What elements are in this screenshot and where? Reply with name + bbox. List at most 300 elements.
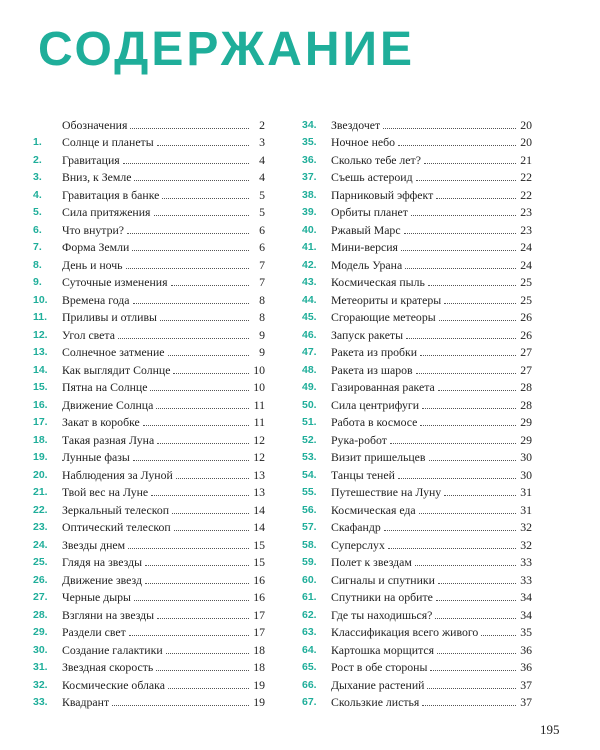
dot-leader bbox=[422, 705, 516, 706]
toc-entry-number: 26. bbox=[33, 573, 48, 586]
page-title: СОДЕРЖАНИЕ bbox=[38, 23, 415, 76]
dot-leader bbox=[157, 618, 249, 619]
toc-entry-title: Пятна на Солнце bbox=[62, 380, 148, 394]
toc-entry-title: Квадрант bbox=[62, 695, 110, 709]
toc-entry-title: Сколько тебе лет? bbox=[331, 152, 421, 167]
toc-entry-number: 5. bbox=[33, 206, 42, 218]
toc-entry-page: 32 bbox=[520, 520, 532, 534]
toc-entry-number: 54. bbox=[302, 468, 317, 481]
toc-entry[interactable] bbox=[302, 359, 532, 377]
toc-entry[interactable] bbox=[33, 464, 265, 482]
dot-leader bbox=[162, 198, 249, 199]
toc-entry-number: 45. bbox=[302, 311, 317, 323]
toc-entry-page: 25 bbox=[520, 292, 532, 307]
toc-entry[interactable] bbox=[33, 587, 265, 605]
toc-entry-number: 47. bbox=[302, 346, 317, 358]
toc-entry-number: 40. bbox=[302, 223, 317, 236]
toc-entry[interactable] bbox=[302, 674, 532, 692]
dot-leader bbox=[156, 408, 249, 409]
toc-entry-title: Рост в обе стороны bbox=[331, 660, 428, 674]
toc-entry-title: Лунные фазы bbox=[62, 450, 130, 464]
toc-entry-title: Модель Урана bbox=[331, 257, 403, 272]
toc-entry-number: 16. bbox=[33, 398, 48, 411]
dot-leader bbox=[444, 303, 516, 304]
toc-entry-page: 37 bbox=[520, 677, 532, 692]
toc-entry[interactable] bbox=[302, 342, 532, 360]
toc-entry-page: 14 bbox=[253, 520, 265, 534]
toc-entry-page: 17 bbox=[253, 625, 265, 639]
toc-entry[interactable] bbox=[302, 657, 532, 675]
toc-column-right bbox=[302, 114, 532, 709]
dot-leader bbox=[430, 670, 516, 671]
toc-entry[interactable] bbox=[302, 534, 532, 552]
toc-entry-page: 12 bbox=[253, 450, 265, 464]
toc-entry-page: 8 bbox=[259, 310, 265, 324]
toc-entry-number: 61. bbox=[302, 591, 317, 603]
toc-entry-page: 3 bbox=[259, 135, 265, 149]
toc-entry-number: 55. bbox=[302, 486, 317, 498]
toc-entry-page: 20 bbox=[520, 117, 532, 132]
dot-leader bbox=[128, 548, 249, 549]
toc-entry-page: 18 bbox=[253, 642, 265, 657]
toc-entry[interactable] bbox=[33, 167, 265, 185]
toc-entry[interactable] bbox=[33, 657, 265, 675]
toc-entry-number: 64. bbox=[302, 643, 317, 656]
toc-entry-page: 15 bbox=[253, 555, 265, 569]
toc-entry-title: Скользкие листья bbox=[331, 695, 420, 709]
dot-leader bbox=[176, 478, 249, 479]
dot-leader bbox=[390, 443, 516, 444]
dot-leader bbox=[143, 425, 249, 426]
toc-entry-page: 11 bbox=[253, 415, 265, 429]
toc-entry-title: Ракета из шаров bbox=[331, 362, 413, 377]
toc-entry-number: 23. bbox=[33, 521, 48, 533]
dot-leader bbox=[150, 390, 249, 391]
toc-entry-page: 5 bbox=[259, 187, 265, 202]
toc-entry-page: 13 bbox=[253, 485, 265, 499]
toc-entry-number: 37. bbox=[302, 171, 317, 183]
toc-entry-number: 11. bbox=[33, 311, 48, 323]
toc-entry[interactable] bbox=[302, 219, 532, 237]
toc-entry-title: Метеориты и кратеры bbox=[331, 292, 442, 307]
dot-leader bbox=[134, 600, 249, 601]
toc-entry-number: 66. bbox=[302, 678, 317, 691]
dot-leader bbox=[404, 233, 516, 234]
dot-leader bbox=[416, 180, 516, 181]
toc-entry[interactable] bbox=[302, 114, 532, 132]
toc-entry-page: 4 bbox=[259, 170, 265, 184]
toc-entry[interactable] bbox=[302, 289, 532, 307]
dot-leader bbox=[174, 530, 249, 531]
toc-entry-number: 9. bbox=[33, 276, 42, 288]
toc-entry-number: 8. bbox=[33, 258, 42, 271]
toc-entry-number: 36. bbox=[302, 153, 317, 166]
toc-entry-page: 19 bbox=[253, 677, 265, 692]
toc-entry-title: Спутники на орбите bbox=[331, 590, 433, 604]
toc-entry-title: Мини-версия bbox=[331, 240, 398, 254]
toc-entry-title: Звездная скорость bbox=[62, 660, 154, 674]
toc-entry[interactable] bbox=[302, 622, 532, 640]
dot-leader bbox=[401, 250, 516, 251]
toc-entry[interactable] bbox=[33, 219, 265, 237]
toc-entry[interactable] bbox=[33, 114, 265, 132]
toc-entry-number: 2. bbox=[33, 153, 42, 166]
toc-entry-number: 53. bbox=[302, 451, 317, 463]
dot-leader bbox=[398, 478, 516, 479]
toc-entry-page: 4 bbox=[259, 152, 265, 167]
toc-entry-page: 22 bbox=[520, 170, 532, 184]
page-number: 195 bbox=[540, 722, 560, 737]
dot-leader bbox=[420, 355, 516, 356]
toc-entry-number: 48. bbox=[302, 363, 317, 376]
toc-entry-title: Глядя на звезды bbox=[62, 555, 143, 569]
toc-entry-title: Сила центрифуги bbox=[331, 397, 420, 412]
dot-leader bbox=[420, 425, 516, 426]
toc-entry-page: 13 bbox=[253, 467, 265, 482]
toc-entry-page: 31 bbox=[520, 485, 532, 499]
toc-entry[interactable] bbox=[302, 377, 532, 395]
dot-leader bbox=[444, 495, 516, 496]
toc-entry[interactable] bbox=[33, 132, 265, 150]
toc-entry-title: Ночное небо bbox=[331, 135, 396, 149]
toc-entry-title: Закат в коробке bbox=[62, 415, 140, 429]
dot-leader bbox=[118, 338, 249, 339]
dot-leader bbox=[405, 268, 516, 269]
toc-entry[interactable] bbox=[33, 202, 265, 220]
toc-entry-number: 30. bbox=[33, 643, 48, 656]
toc-entry-page: 7 bbox=[259, 257, 265, 272]
toc-entry-page: 6 bbox=[259, 222, 265, 237]
toc-entry[interactable] bbox=[33, 429, 265, 447]
toc-entry-page: 10 bbox=[253, 362, 265, 377]
toc-entry-title: Космические облака bbox=[62, 677, 165, 692]
dot-leader bbox=[424, 163, 516, 164]
toc-entry-page: 33 bbox=[520, 572, 532, 587]
toc-entry-page: 21 bbox=[520, 152, 532, 167]
toc-entry[interactable] bbox=[302, 499, 532, 517]
toc-entry[interactable] bbox=[33, 377, 265, 395]
toc-entry-page: 26 bbox=[520, 327, 532, 342]
toc-entry-number: 10. bbox=[33, 293, 48, 306]
toc-entry-page: 25 bbox=[520, 275, 532, 289]
toc-entry-number: 19. bbox=[33, 451, 48, 463]
dot-leader bbox=[123, 163, 249, 164]
dot-leader bbox=[411, 215, 516, 216]
toc-entry[interactable] bbox=[33, 569, 265, 587]
toc-entry[interactable] bbox=[33, 482, 265, 500]
toc-entry-number: 4. bbox=[33, 188, 42, 201]
toc-entry-page: 9 bbox=[259, 327, 265, 342]
dot-leader bbox=[422, 408, 516, 409]
toc-entry[interactable] bbox=[33, 534, 265, 552]
toc-entry-number: 60. bbox=[302, 573, 317, 586]
toc-entry[interactable] bbox=[33, 359, 265, 377]
toc-entry[interactable] bbox=[302, 202, 532, 220]
toc-entry[interactable] bbox=[33, 272, 265, 290]
toc-entry[interactable] bbox=[33, 499, 265, 517]
dot-leader bbox=[133, 303, 249, 304]
toc-entry-title: Сгорающие метеоры bbox=[331, 310, 436, 324]
dot-leader bbox=[388, 548, 516, 549]
toc-entry-number: 27. bbox=[33, 591, 48, 603]
toc-entry[interactable] bbox=[302, 517, 532, 535]
toc-entry[interactable] bbox=[302, 412, 532, 430]
toc-entry-page: 37 bbox=[520, 695, 532, 709]
toc-entry-page: 23 bbox=[520, 205, 532, 219]
toc-entry-title: Движение звезд bbox=[62, 572, 142, 587]
toc-entry-number: 31. bbox=[33, 661, 48, 673]
toc-entry[interactable] bbox=[302, 254, 532, 272]
toc-entry[interactable] bbox=[302, 272, 532, 290]
dot-leader bbox=[126, 268, 249, 269]
dot-leader bbox=[398, 145, 516, 146]
toc-entry[interactable] bbox=[33, 394, 265, 412]
toc-entry-page: 30 bbox=[520, 450, 532, 464]
toc-entry-page: 12 bbox=[253, 432, 265, 447]
toc-entry-page: 29 bbox=[520, 432, 532, 447]
toc-entry[interactable] bbox=[33, 237, 265, 255]
toc-entry-number: 63. bbox=[302, 626, 317, 638]
toc-entry[interactable] bbox=[33, 517, 265, 535]
dot-leader bbox=[429, 460, 517, 461]
toc-entry-title: Гравитация bbox=[62, 152, 120, 167]
dot-leader bbox=[157, 145, 249, 146]
dot-leader bbox=[134, 180, 249, 181]
toc-entry-title: Орбиты планет bbox=[331, 205, 408, 219]
toc-entry[interactable] bbox=[33, 639, 265, 657]
toc-entry-number: 25. bbox=[33, 556, 48, 568]
toc-entry-page: 16 bbox=[253, 572, 265, 587]
toc-entry-title: Работа в космосе bbox=[331, 415, 418, 429]
toc-entry-page: 2 bbox=[259, 117, 265, 132]
toc-entry-number: 3. bbox=[33, 171, 42, 183]
toc-entry-title: Суточные изменения bbox=[62, 275, 168, 289]
toc-entry-number: 7. bbox=[33, 241, 42, 253]
toc-entry-page: 23 bbox=[520, 222, 532, 237]
toc-entry-page: 32 bbox=[520, 537, 532, 552]
toc-entry[interactable] bbox=[302, 482, 532, 500]
toc-entry-number: 44. bbox=[302, 293, 317, 306]
dot-leader bbox=[157, 443, 249, 444]
toc-entry[interactable] bbox=[33, 254, 265, 272]
dot-leader bbox=[133, 460, 249, 461]
toc-entry[interactable] bbox=[302, 184, 532, 202]
toc-entry[interactable] bbox=[33, 307, 265, 325]
toc-entry-number: 41. bbox=[302, 241, 317, 253]
toc-entry-number: 18. bbox=[33, 433, 48, 446]
toc-entry[interactable] bbox=[33, 289, 265, 307]
toc-entry-title: Где ты находишься? bbox=[331, 607, 433, 622]
dot-leader bbox=[156, 670, 249, 671]
toc-entry-number: 17. bbox=[33, 416, 48, 428]
toc-entry[interactable] bbox=[302, 237, 532, 255]
toc-entry-title: Сила притяжения bbox=[62, 205, 151, 219]
toc-entry[interactable] bbox=[33, 149, 265, 167]
toc-entry-title: Гравитация в банке bbox=[62, 187, 160, 202]
dot-leader bbox=[172, 513, 249, 514]
toc-entry[interactable] bbox=[302, 692, 532, 710]
toc-entry-number: 22. bbox=[33, 503, 48, 516]
toc-entry[interactable] bbox=[302, 552, 532, 570]
dot-leader bbox=[439, 320, 516, 321]
toc-entry-page: 29 bbox=[520, 415, 532, 429]
toc-entry-number: 32. bbox=[33, 678, 48, 691]
toc-entry-title: Танцы теней bbox=[331, 467, 395, 482]
toc-entry-page: 35 bbox=[520, 625, 532, 639]
toc-entry-title: Создание галактики bbox=[62, 642, 163, 657]
toc-entry-number: 51. bbox=[302, 416, 317, 428]
toc-entry-title: Космическая пыль bbox=[331, 275, 425, 289]
toc-entry[interactable] bbox=[33, 674, 265, 692]
dot-leader bbox=[416, 373, 516, 374]
toc-entry[interactable] bbox=[33, 184, 265, 202]
dot-leader bbox=[173, 373, 249, 374]
toc-entry-title: Сигналы и спутники bbox=[331, 572, 435, 587]
toc-entry-title: Форма Земли bbox=[62, 240, 130, 254]
toc-entry-page: 16 bbox=[253, 590, 265, 604]
toc-entry-title: День и ночь bbox=[62, 257, 123, 272]
toc-entry-number: 35. bbox=[302, 136, 317, 148]
dot-leader bbox=[171, 285, 249, 286]
toc-entry[interactable] bbox=[302, 569, 532, 587]
toc-entry-number: 65. bbox=[302, 661, 317, 673]
toc-entry-number: 52. bbox=[302, 433, 317, 446]
toc-entry-page: 22 bbox=[520, 187, 532, 202]
toc-entry-number: 29. bbox=[33, 626, 48, 638]
toc-entry[interactable] bbox=[33, 604, 265, 622]
toc-entry[interactable] bbox=[33, 342, 265, 360]
toc-entry-title: Классификация всего живого bbox=[331, 625, 479, 639]
toc-entry[interactable] bbox=[302, 149, 532, 167]
toc-entry-title: Газированная ракета bbox=[331, 380, 435, 394]
toc-entry-number: 13. bbox=[33, 346, 48, 358]
dot-leader bbox=[168, 355, 249, 356]
dot-leader bbox=[145, 565, 249, 566]
toc-entry-title: Картошка морщится bbox=[331, 642, 435, 657]
toc-entry-page: 20 bbox=[520, 135, 532, 149]
toc-entry-page: 15 bbox=[253, 537, 265, 552]
dot-leader bbox=[406, 338, 516, 339]
toc-column-left bbox=[33, 114, 265, 709]
dot-leader bbox=[436, 600, 516, 601]
dot-leader bbox=[127, 233, 249, 234]
dot-leader bbox=[160, 320, 249, 321]
toc-entry[interactable] bbox=[302, 447, 532, 465]
toc-entry[interactable] bbox=[302, 604, 532, 622]
toc-entry-page: 17 bbox=[253, 607, 265, 622]
toc-entry-title: Дыхание растений bbox=[331, 677, 425, 692]
toc-entry-page: 19 bbox=[253, 695, 265, 709]
toc-entry-page: 10 bbox=[253, 380, 265, 394]
toc-entry[interactable] bbox=[302, 394, 532, 412]
toc-entry[interactable] bbox=[302, 307, 532, 325]
toc-entry-number: 1. bbox=[33, 136, 42, 148]
toc-entry-number: 46. bbox=[302, 328, 317, 341]
toc-entry-page: 5 bbox=[259, 205, 265, 219]
dot-leader bbox=[130, 128, 249, 129]
toc-entry-number: 14. bbox=[33, 363, 48, 376]
toc-entry-title: Суперслух bbox=[331, 537, 385, 552]
toc-entry-number: 58. bbox=[302, 538, 317, 551]
toc-entry-page: 30 bbox=[520, 467, 532, 482]
toc-entry-title: Движение Солнца bbox=[62, 397, 154, 412]
toc-entry-title: Оптический телескоп bbox=[62, 520, 171, 534]
toc-entry-page: 18 bbox=[253, 660, 265, 674]
toc-entry-number: 43. bbox=[302, 276, 317, 288]
toc-entry[interactable] bbox=[33, 324, 265, 342]
toc-entry[interactable] bbox=[33, 552, 265, 570]
toc-entry-title: Черные дыры bbox=[62, 590, 131, 604]
dot-leader bbox=[438, 583, 516, 584]
toc-entry-number: 67. bbox=[302, 696, 317, 708]
dot-leader bbox=[437, 653, 516, 654]
toc-entry-title: Скафандр bbox=[331, 520, 381, 534]
toc-entry-page: 34 bbox=[520, 590, 532, 604]
toc-entry-title: Угол света bbox=[62, 327, 115, 342]
toc-entry-number: 24. bbox=[33, 538, 48, 551]
dot-leader bbox=[419, 513, 516, 514]
toc-entry-number: 34. bbox=[302, 118, 317, 131]
toc-entry-page: 36 bbox=[520, 660, 532, 674]
toc-entry-page: 27 bbox=[520, 345, 532, 359]
toc-entry-page: 6 bbox=[259, 240, 265, 254]
toc-entry-number: 56. bbox=[302, 503, 317, 516]
toc-entry[interactable] bbox=[302, 324, 532, 342]
dot-leader bbox=[151, 495, 249, 496]
toc-entry-number: 12. bbox=[33, 328, 48, 341]
toc-entry-number: 15. bbox=[33, 381, 48, 393]
toc-entry-page: 34 bbox=[520, 607, 532, 622]
toc-entry-page: 33 bbox=[520, 555, 532, 569]
toc-entry-title: Обозначения bbox=[62, 117, 128, 132]
toc-entry-number: 50. bbox=[302, 398, 317, 411]
dot-leader bbox=[384, 530, 516, 531]
toc-entry-number: 20. bbox=[33, 468, 48, 481]
toc-entry-page: 11 bbox=[253, 397, 265, 412]
toc-entry-page: 24 bbox=[520, 257, 532, 272]
toc-entry[interactable] bbox=[33, 447, 265, 465]
toc-entry[interactable] bbox=[302, 587, 532, 605]
toc-entry[interactable] bbox=[302, 464, 532, 482]
toc-entry[interactable] bbox=[33, 412, 265, 430]
toc-entry[interactable] bbox=[33, 622, 265, 640]
toc-entry[interactable] bbox=[33, 692, 265, 710]
toc-entry-page: 28 bbox=[520, 380, 532, 394]
dot-leader bbox=[154, 215, 250, 216]
toc-entry[interactable] bbox=[302, 639, 532, 657]
toc-entry-page: 14 bbox=[253, 502, 265, 517]
dot-leader bbox=[415, 565, 516, 566]
toc-entry-page: 8 bbox=[259, 292, 265, 307]
toc-entry-title: Звездочет bbox=[331, 117, 381, 132]
toc-entry-page: 36 bbox=[520, 642, 532, 657]
toc-entry-number: 21. bbox=[33, 486, 48, 498]
toc-entry-title: Наблюдения за Луной bbox=[62, 467, 173, 482]
toc-entry[interactable] bbox=[302, 167, 532, 185]
toc-entry-title: Космическая еда bbox=[331, 502, 416, 517]
toc-entry-page: 9 bbox=[259, 345, 265, 359]
toc-entry-title: Такая разная Луна bbox=[62, 432, 155, 447]
dot-leader bbox=[168, 688, 249, 689]
toc-entry[interactable] bbox=[302, 429, 532, 447]
toc-entry-number: 42. bbox=[302, 258, 317, 271]
toc-entry-title: Солнце и планеты bbox=[62, 135, 154, 149]
toc-entry-number: 6. bbox=[33, 223, 42, 236]
toc-entry-title: Твой вес на Луне bbox=[62, 485, 149, 499]
dot-leader bbox=[481, 635, 516, 636]
toc-entry[interactable] bbox=[302, 132, 532, 150]
toc-entry-title: Ржавый Марс bbox=[331, 222, 401, 237]
